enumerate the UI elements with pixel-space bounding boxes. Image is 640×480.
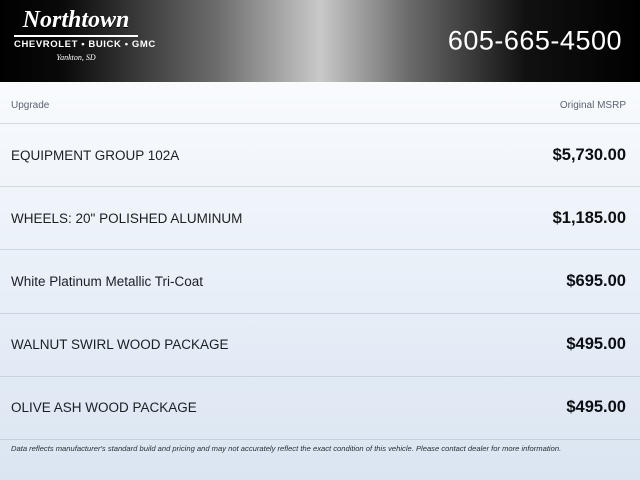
column-header-upgrade: Upgrade: [11, 100, 50, 111]
upgrade-label: WALNUT SWIRL WOOD PACKAGE: [11, 337, 229, 353]
dealer-logo-name: Northtown: [22, 7, 130, 33]
table-header-row: [0, 82, 640, 123]
dealer-logo: [14, 7, 156, 62]
disclaimer-section: [0, 439, 640, 480]
upgrades-table: [0, 82, 640, 439]
upgrade-price: $5,730.00: [552, 145, 626, 164]
table-row: [0, 376, 640, 439]
dealer-phone-number[interactable]: 605-665-4500: [447, 25, 622, 56]
upgrade-label: EQUIPMENT GROUP 102A: [11, 147, 180, 163]
dealer-logo-city: Yankton, SD: [56, 52, 96, 62]
upgrade-price: $1,185.00: [552, 208, 626, 227]
table-row: [0, 313, 640, 376]
upgrade-price: $495.00: [566, 398, 626, 417]
logo-divider: [14, 35, 138, 37]
upgrade-price: $495.00: [566, 335, 626, 354]
disclaimer-text: Data reflects manufacturer's standard build and pricing and may not accurately reflect the exact condition of this vehicle. Please contact dealer for more information.: [11, 444, 562, 453]
table-row: [0, 123, 640, 186]
table-row: [0, 186, 640, 249]
upgrades-rows: [0, 123, 640, 439]
upgrade-label: White Platinum Metallic Tri-Coat: [11, 274, 204, 289]
table-row: [0, 249, 640, 312]
upgrade-label: WHEELS: 20" POLISHED ALUMINUM: [11, 210, 243, 226]
dealer-header: [0, 0, 640, 82]
upgrade-price: $695.00: [566, 272, 626, 290]
dealer-logo-brands: CHEVROLET • BUICK • GMC: [14, 39, 156, 50]
column-header-msrp: Original MSRP: [559, 100, 626, 111]
upgrade-label: OLIVE ASH WOOD PACKAGE: [11, 400, 197, 416]
